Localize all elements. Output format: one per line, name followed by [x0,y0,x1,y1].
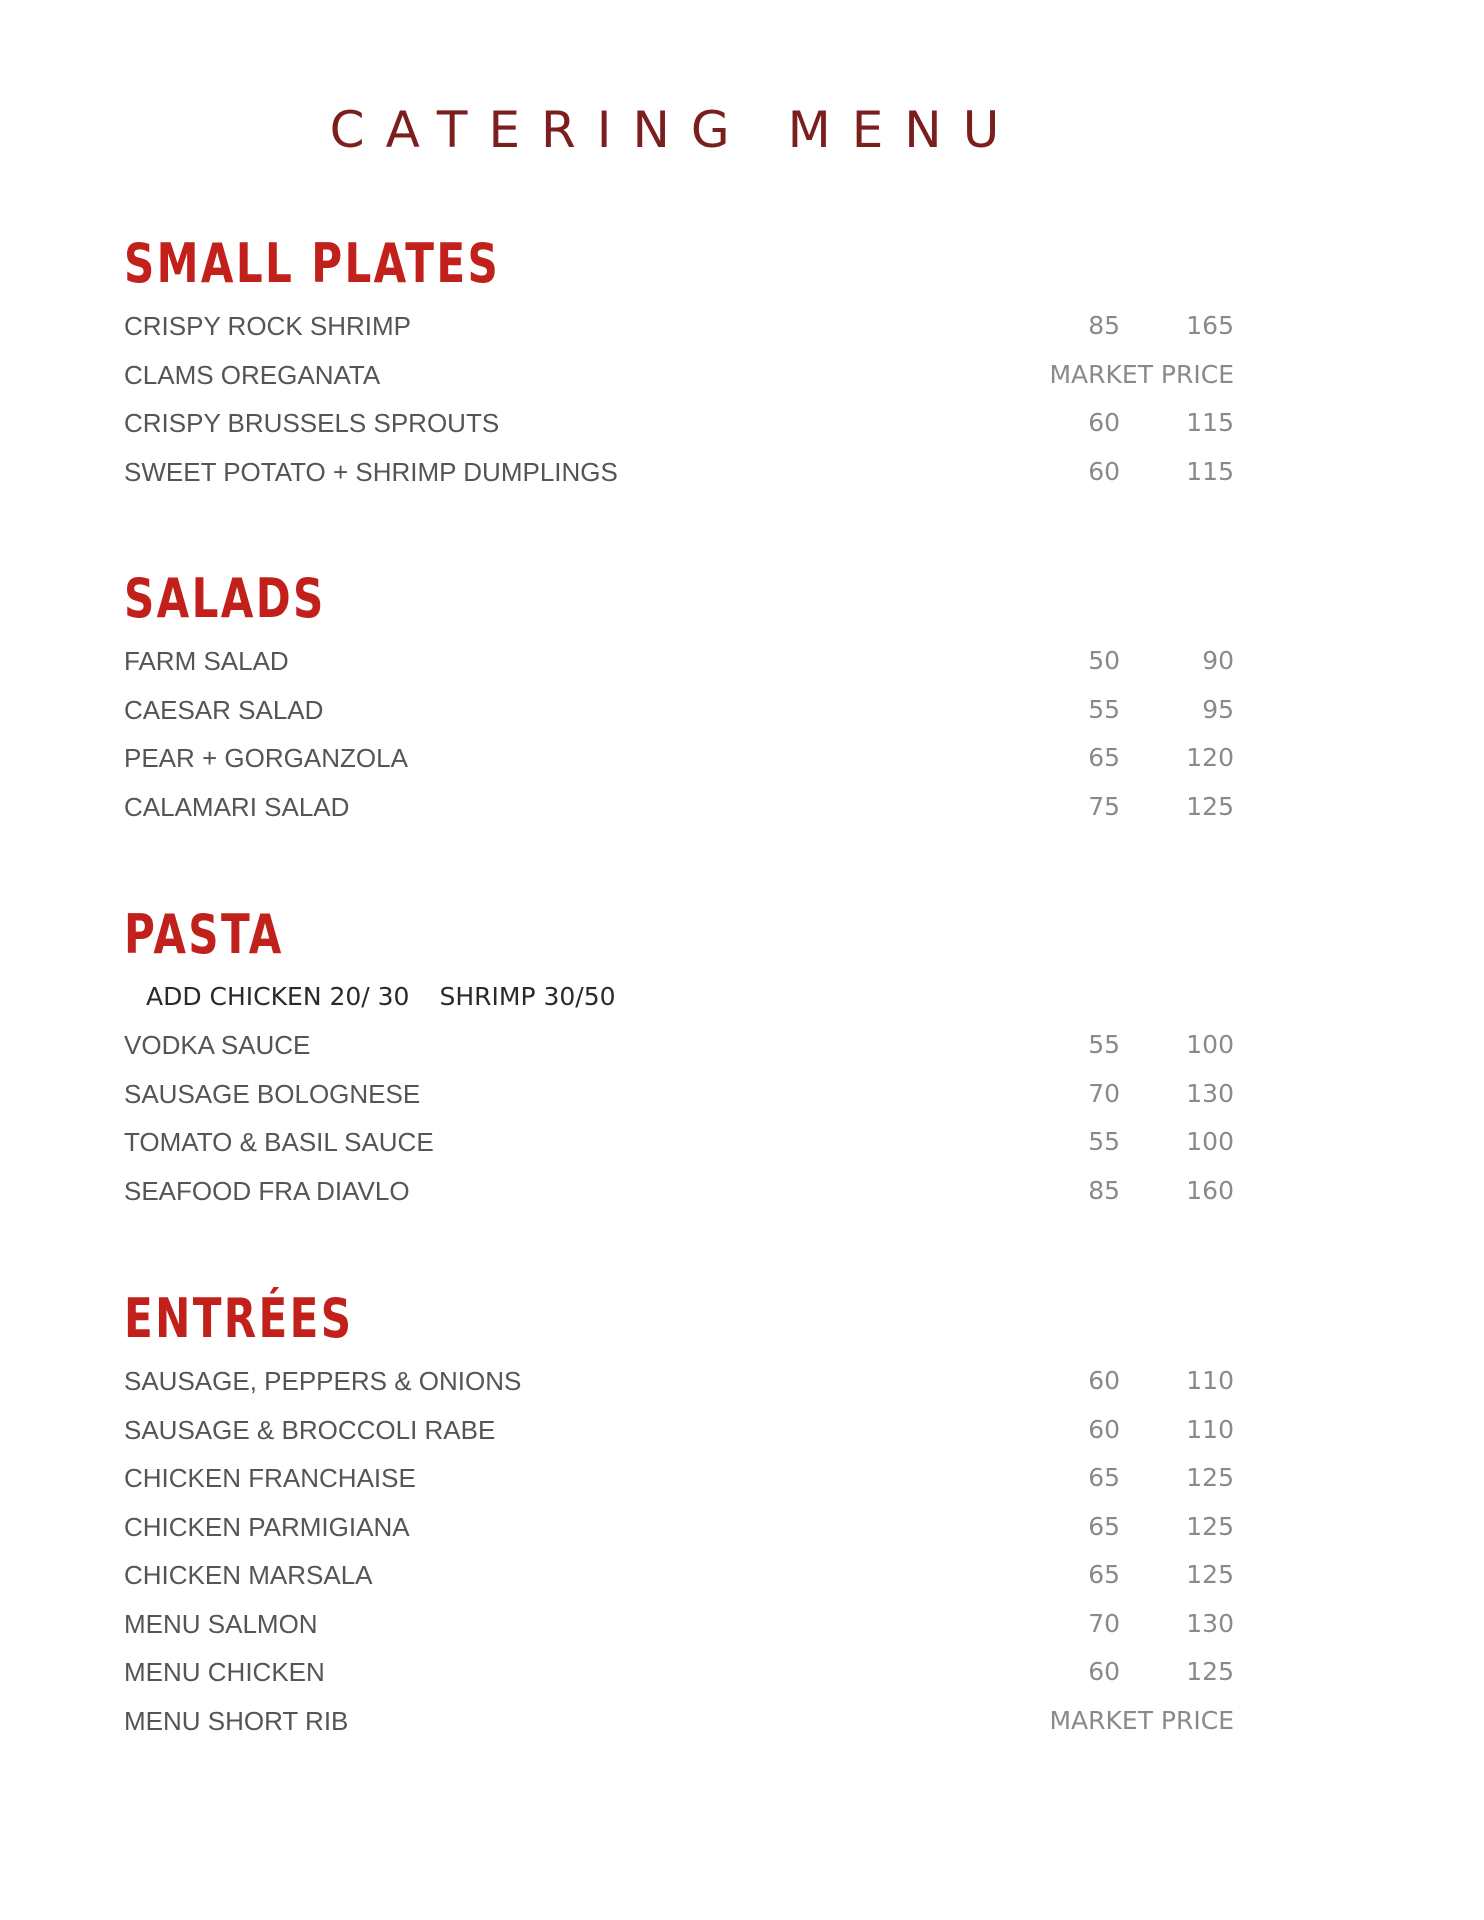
price-large: 125 [1186,1657,1234,1686]
menu-item-row [124,1648,1234,1697]
item-name: CRISPY ROCK SHRIMP [124,311,412,341]
price-small: 50 [1088,646,1120,675]
price-large: 125 [1186,1463,1234,1492]
price-small: 60 [1088,1366,1120,1395]
price-large: 125 [1186,791,1234,821]
price-large: 130 [1186,1608,1234,1638]
section-heading: SALADS [124,567,326,630]
menu-item-row [124,1021,1234,1070]
item-name: TOMATO & BASIL SAUCE [124,1127,434,1157]
menu-item-row [124,1118,1234,1167]
item-name: SWEET POTATO + SHRIMP DUMPLINGS [124,456,618,487]
item-name: MENU CHICKEN [124,1657,325,1687]
price-small: 85 [1088,311,1120,340]
section-entrees [124,1287,1234,1745]
menu-item-row [124,1406,1234,1455]
menu-item-row [124,1357,1234,1406]
item-name: CHICKEN MARSALA [124,1560,373,1590]
page-title: CATERING MENU [329,101,1021,159]
item-name: SAUSAGE BOLOGNESE [124,1078,421,1109]
item-name: CLAMS OREGANATA [124,359,381,390]
price-small: 65 [1088,1463,1120,1492]
price-small: 75 [1088,791,1120,821]
menu-item-row [124,448,1234,497]
section-salads [124,567,1234,831]
menu-item-row [124,783,1234,832]
price-small: 85 [1088,1175,1120,1205]
menu-item-row [124,686,1234,735]
item-name: MENU SHORT RIB [124,1705,349,1736]
item-name: SAUSAGE & BROCCOLI RABE [124,1414,496,1445]
menu-item-row [124,1454,1234,1503]
menu-item-row [124,734,1234,783]
menu-item-row [124,637,1234,686]
item-name: SAUSAGE, PEPPERS & ONIONS [124,1366,522,1396]
item-name: CRISPY BRUSSELS SPROUTS [124,408,500,438]
price-large: 95 [1202,694,1234,724]
price-small: 60 [1088,456,1120,486]
menu-item-row [124,1600,1234,1649]
price-large: 90 [1202,646,1234,675]
section-heading: SMALL PLATES [124,232,501,295]
price-small: 70 [1088,1608,1120,1638]
price-small: 55 [1088,1127,1120,1156]
menu-item-row [124,1551,1234,1600]
price-large: 120 [1186,743,1234,772]
price-large: 110 [1186,1366,1234,1395]
section-heading: PASTA [124,903,284,966]
add-shrimp-note: SHRIMP 30/50 [439,982,616,1011]
item-name: CALAMARI SALAD [124,791,350,822]
add-protein-note [124,973,1234,1021]
market-price: MARKET PRICE [1049,359,1234,389]
menu-item-row [124,1697,1234,1746]
price-large: 100 [1186,1030,1234,1059]
menu-item-row [124,399,1234,448]
section-heading: ENTRÉES [124,1287,354,1350]
price-small: 70 [1088,1078,1120,1108]
menu-item-row [124,302,1234,351]
menu-item-row [124,1070,1234,1119]
price-large: 110 [1186,1414,1234,1444]
item-name: CAESAR SALAD [124,694,324,725]
price-small: 55 [1088,694,1120,724]
item-name: FARM SALAD [124,646,289,676]
add-chicken-note: ADD CHICKEN 20/ 30 [146,982,410,1011]
menu-item-row [124,1503,1234,1552]
price-small: 60 [1088,408,1120,437]
price-large: 125 [1186,1560,1234,1589]
item-name: MENU SALMON [124,1608,318,1639]
market-price: MARKET PRICE [1049,1705,1234,1735]
price-large: 115 [1186,456,1234,486]
price-large: 125 [1186,1511,1234,1541]
price-small: 65 [1088,1511,1120,1541]
price-large: 165 [1186,311,1234,340]
item-name: CHICKEN PARMIGIANA [124,1511,410,1542]
price-small: 55 [1088,1030,1120,1059]
item-name: PEAR + GORGANZOLA [124,743,408,773]
price-large: 130 [1186,1078,1234,1108]
section-small-plates [124,232,1234,496]
item-name: CHICKEN FRANCHAISE [124,1463,416,1493]
price-large: 160 [1186,1175,1234,1205]
price-small: 65 [1088,743,1120,772]
item-name: VODKA SAUCE [124,1030,311,1060]
price-large: 115 [1186,408,1234,437]
price-small: 60 [1088,1657,1120,1686]
price-small: 60 [1088,1414,1120,1444]
menu-item-row [124,1167,1234,1216]
price-small: 65 [1088,1560,1120,1589]
section-pasta [124,903,1234,1215]
price-large: 100 [1186,1127,1234,1156]
item-name: SEAFOOD FRA DIAVLO [124,1175,410,1206]
menu-item-row [124,351,1234,400]
